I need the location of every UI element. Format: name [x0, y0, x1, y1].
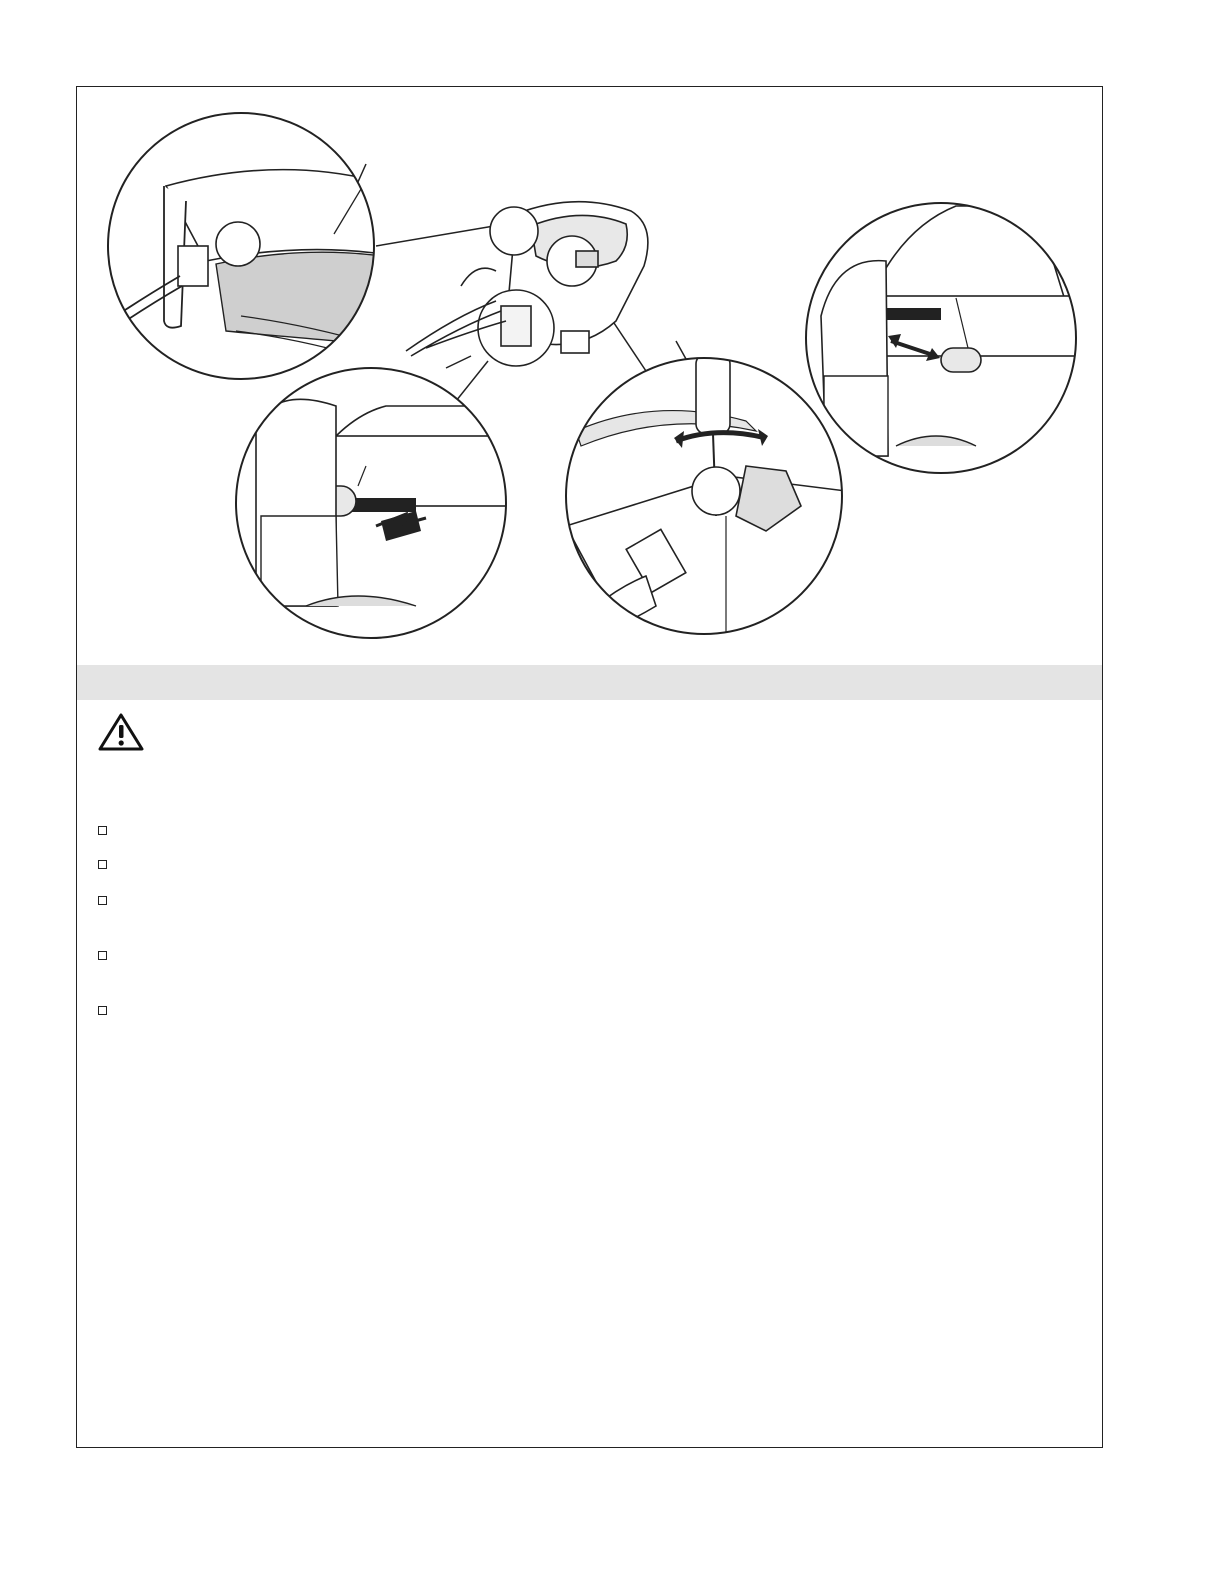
checkbox-icon[interactable]	[98, 826, 107, 835]
detail-circle-lever-in	[226, 361, 526, 661]
detail-circle-cable-nut	[96, 106, 396, 406]
checkbox-icon[interactable]	[98, 951, 107, 960]
detail-circle-screwdriver	[561, 351, 861, 656]
checkbox-icon[interactable]	[98, 896, 107, 905]
installation-illustration	[76, 86, 1103, 666]
checkbox-icon[interactable]	[98, 1006, 107, 1015]
warning-triangle-icon	[97, 712, 145, 752]
central-assembly	[406, 202, 648, 366]
section-band	[77, 665, 1102, 700]
checkbox-icon[interactable]	[98, 860, 107, 869]
detail-circle-lever-out	[806, 203, 1076, 473]
